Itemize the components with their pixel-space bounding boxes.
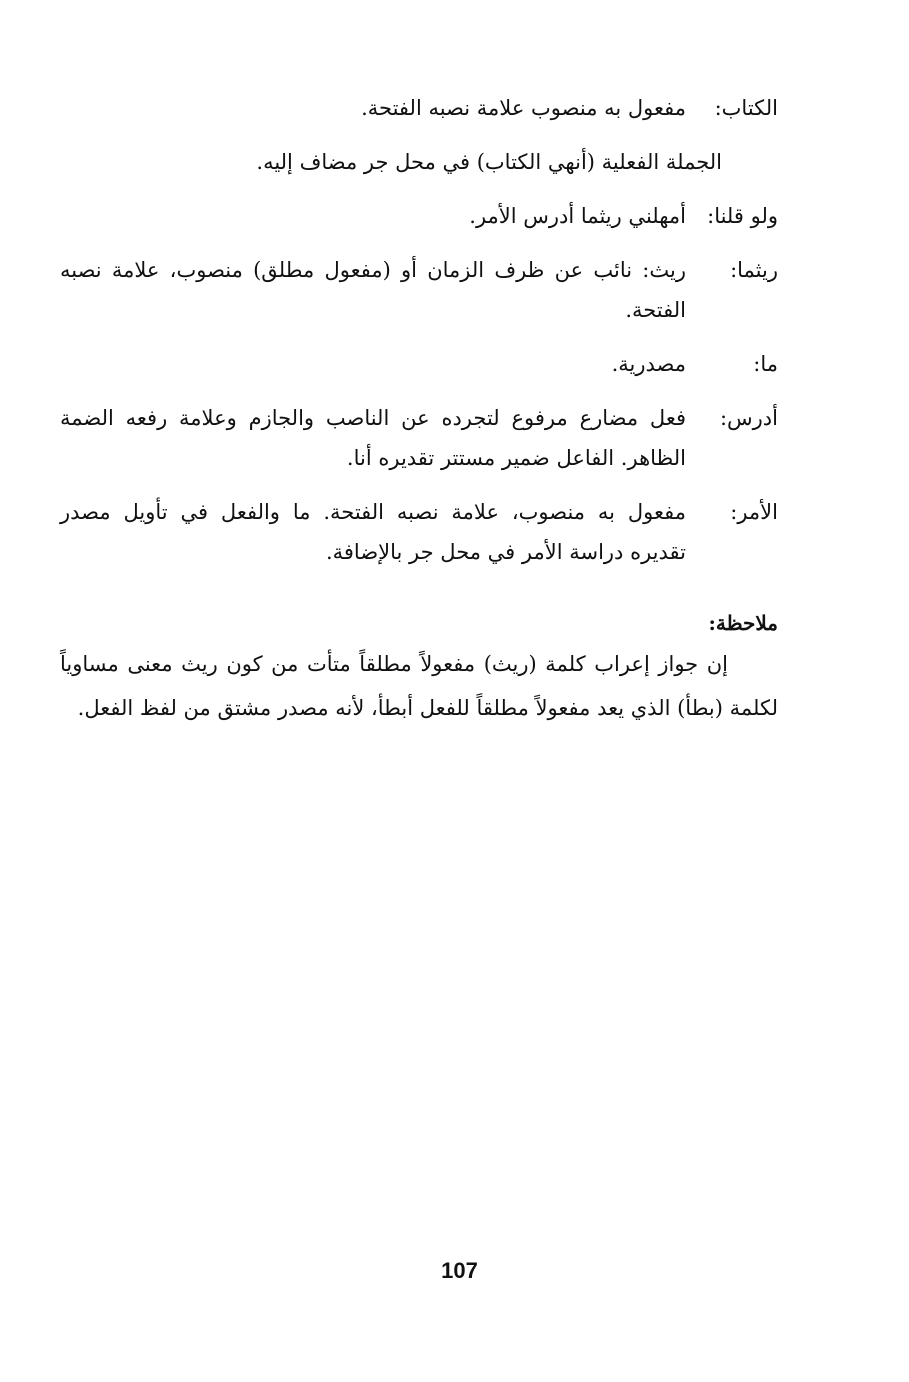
sentence-analysis-line: الجملة الفعلية (أنهي الكتاب) في محل جر مضاف إليه. [256, 150, 722, 174]
entry-term: الكتاب: [714, 96, 778, 120]
entry-term: ولو قلنا: [707, 204, 778, 228]
parse-entry-raythama [60, 246, 778, 330]
parse-entry-ma [60, 340, 778, 384]
note-heading: ملاحظة: [708, 611, 778, 635]
parse-entry-kitab [60, 84, 778, 128]
entry-term: ما: [753, 352, 778, 376]
entry-term: ريثما: [730, 258, 778, 282]
note-body: إن جواز إعراب كلمة (ريث) مفعولاً مطلقاً متأت من كون ريث معنى مساوياً لكلمة (بطأ) الذي يعد مفعولاً مطلقاً للفعل أبطأ، لأنه مصدر مشتق من لفظ الفعل. [60, 652, 778, 720]
entry-term: أدرس: [719, 406, 778, 430]
entry-description: مفعول به منصوب علامة نصبه الفتحة. [361, 96, 686, 120]
entry-term: الأمر: [730, 500, 778, 524]
page-number: 107 [441, 1258, 478, 1283]
entry-description: فعل مضارع مرفوع لتجرده عن الناصب والجازم وعلامة رفعه الضمة الظاهر. الفاعل ضمير مستتر تقديره أنا. [60, 406, 686, 470]
parse-entry-example [60, 192, 778, 236]
entry-description: مفعول به منصوب، علامة نصبه الفتحة. ما والفعل في تأويل مصدر تقديره دراسة الأمر في محل جر بالإضافة. [60, 500, 686, 564]
parse-entry-adrus [60, 394, 778, 478]
entry-description: ريث: نائب عن ظرف الزمان أو (مفعول مطلق) منصوب، علامة نصبه الفتحة. [60, 258, 686, 322]
parse-entry-alamr [60, 488, 778, 572]
entry-description: مصدرية. [611, 352, 686, 376]
entry-description: أمهلني ريثما أدرس الأمر. [469, 204, 686, 228]
page-content [60, 84, 778, 730]
